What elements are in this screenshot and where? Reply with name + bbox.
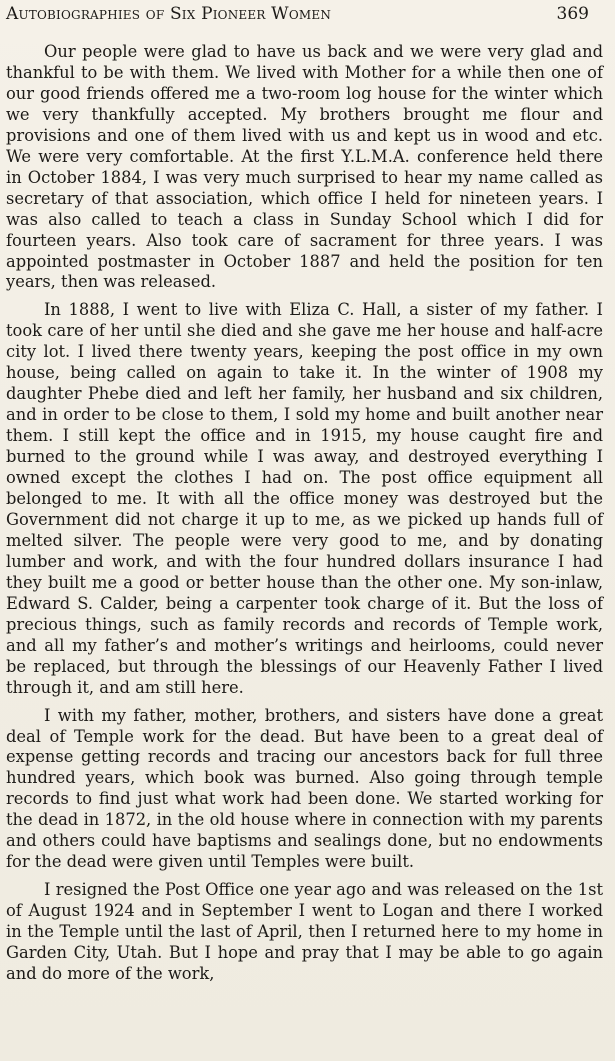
paragraph: I with my father, mother, brothers, and sisters have done a great deal of Temple work for the dead. But have been to a great deal of expense getting records and tracing our ancestors back for full three hundred years, which book was burned. Also going through temple records to find just what work had been done. We started working for the dead in 1872, in the old house where in connection with my parents and others could have baptisms and sealings done, but no endowments for the dead were given until Temples were built.: [6, 705, 603, 872]
paragraph: In 1888, I went to live with Eliza C. Hall, a sister of my father. I took care of her until she died and she gave me her house and half-acre city lot. I lived there twenty years, keeping the post office in my own house, being called on again to take it. In the winter of 1908 my daughter Phebe died and left her family, her husband and six children, and in order to be close to them, I sold my home and built another near them. I still kept the office and in 1915, my house caught fire and burned to the ground while I was away, and destroyed everything I owned except the clothes I had on. The post office equipment all belonged to me. It with all the office money was destroyed but the Government did not charge it up to me, as we picked up hands full of melted silver. The people were very good to me, and by donating lumber and work, and with the four hundred dollars insurance I had they built me a good or better house than the other one. My son-inlaw, Edward S. Calder, being a carpenter took charge of it. But the loss of precious things, such as family records and records of Temple work, and all my father’s and mother’s writings and heirlooms, could never be replaced, but through the blessings of our Heavenly Father I lived through it, and am still here.: [6, 300, 603, 697]
paragraph: Our people were glad to have us back and we were very glad and thankful to be with them. We lived with Mother for a while then one of our good friends offered me a two-room log house for the winter which we very thankfully accepted. My brothers brought me flour and provisions and one of them lived with us and kept us in wood and etc. We were very comfortable. At the first Y.L.M.A. conference held there in October 1884, I was very much surprised to hear my name called as secretary of that association, which office I held for nineteen years. I was also called to teach a class in Sunday School which I did for fourteen years. Also took care of sacrament for three years. I was appointed postmaster in October 1887 and held the position for ten years, then was released.: [6, 42, 603, 292]
running-head: [6, 4, 603, 32]
running-title: Autobiographies of Six Pioneer Women: [6, 4, 332, 24]
body-text: [6, 42, 603, 985]
paragraph: I resigned the Post Office one year ago and was released on the 1st of August 1924 and in September I went to Logan and there I worked in the Temple until the last of April, then I returned here to my home in Garden City, Utah. But I hope and pray that I may be able to go again and do more of the work,: [6, 880, 603, 983]
page-number: 369: [556, 4, 589, 24]
